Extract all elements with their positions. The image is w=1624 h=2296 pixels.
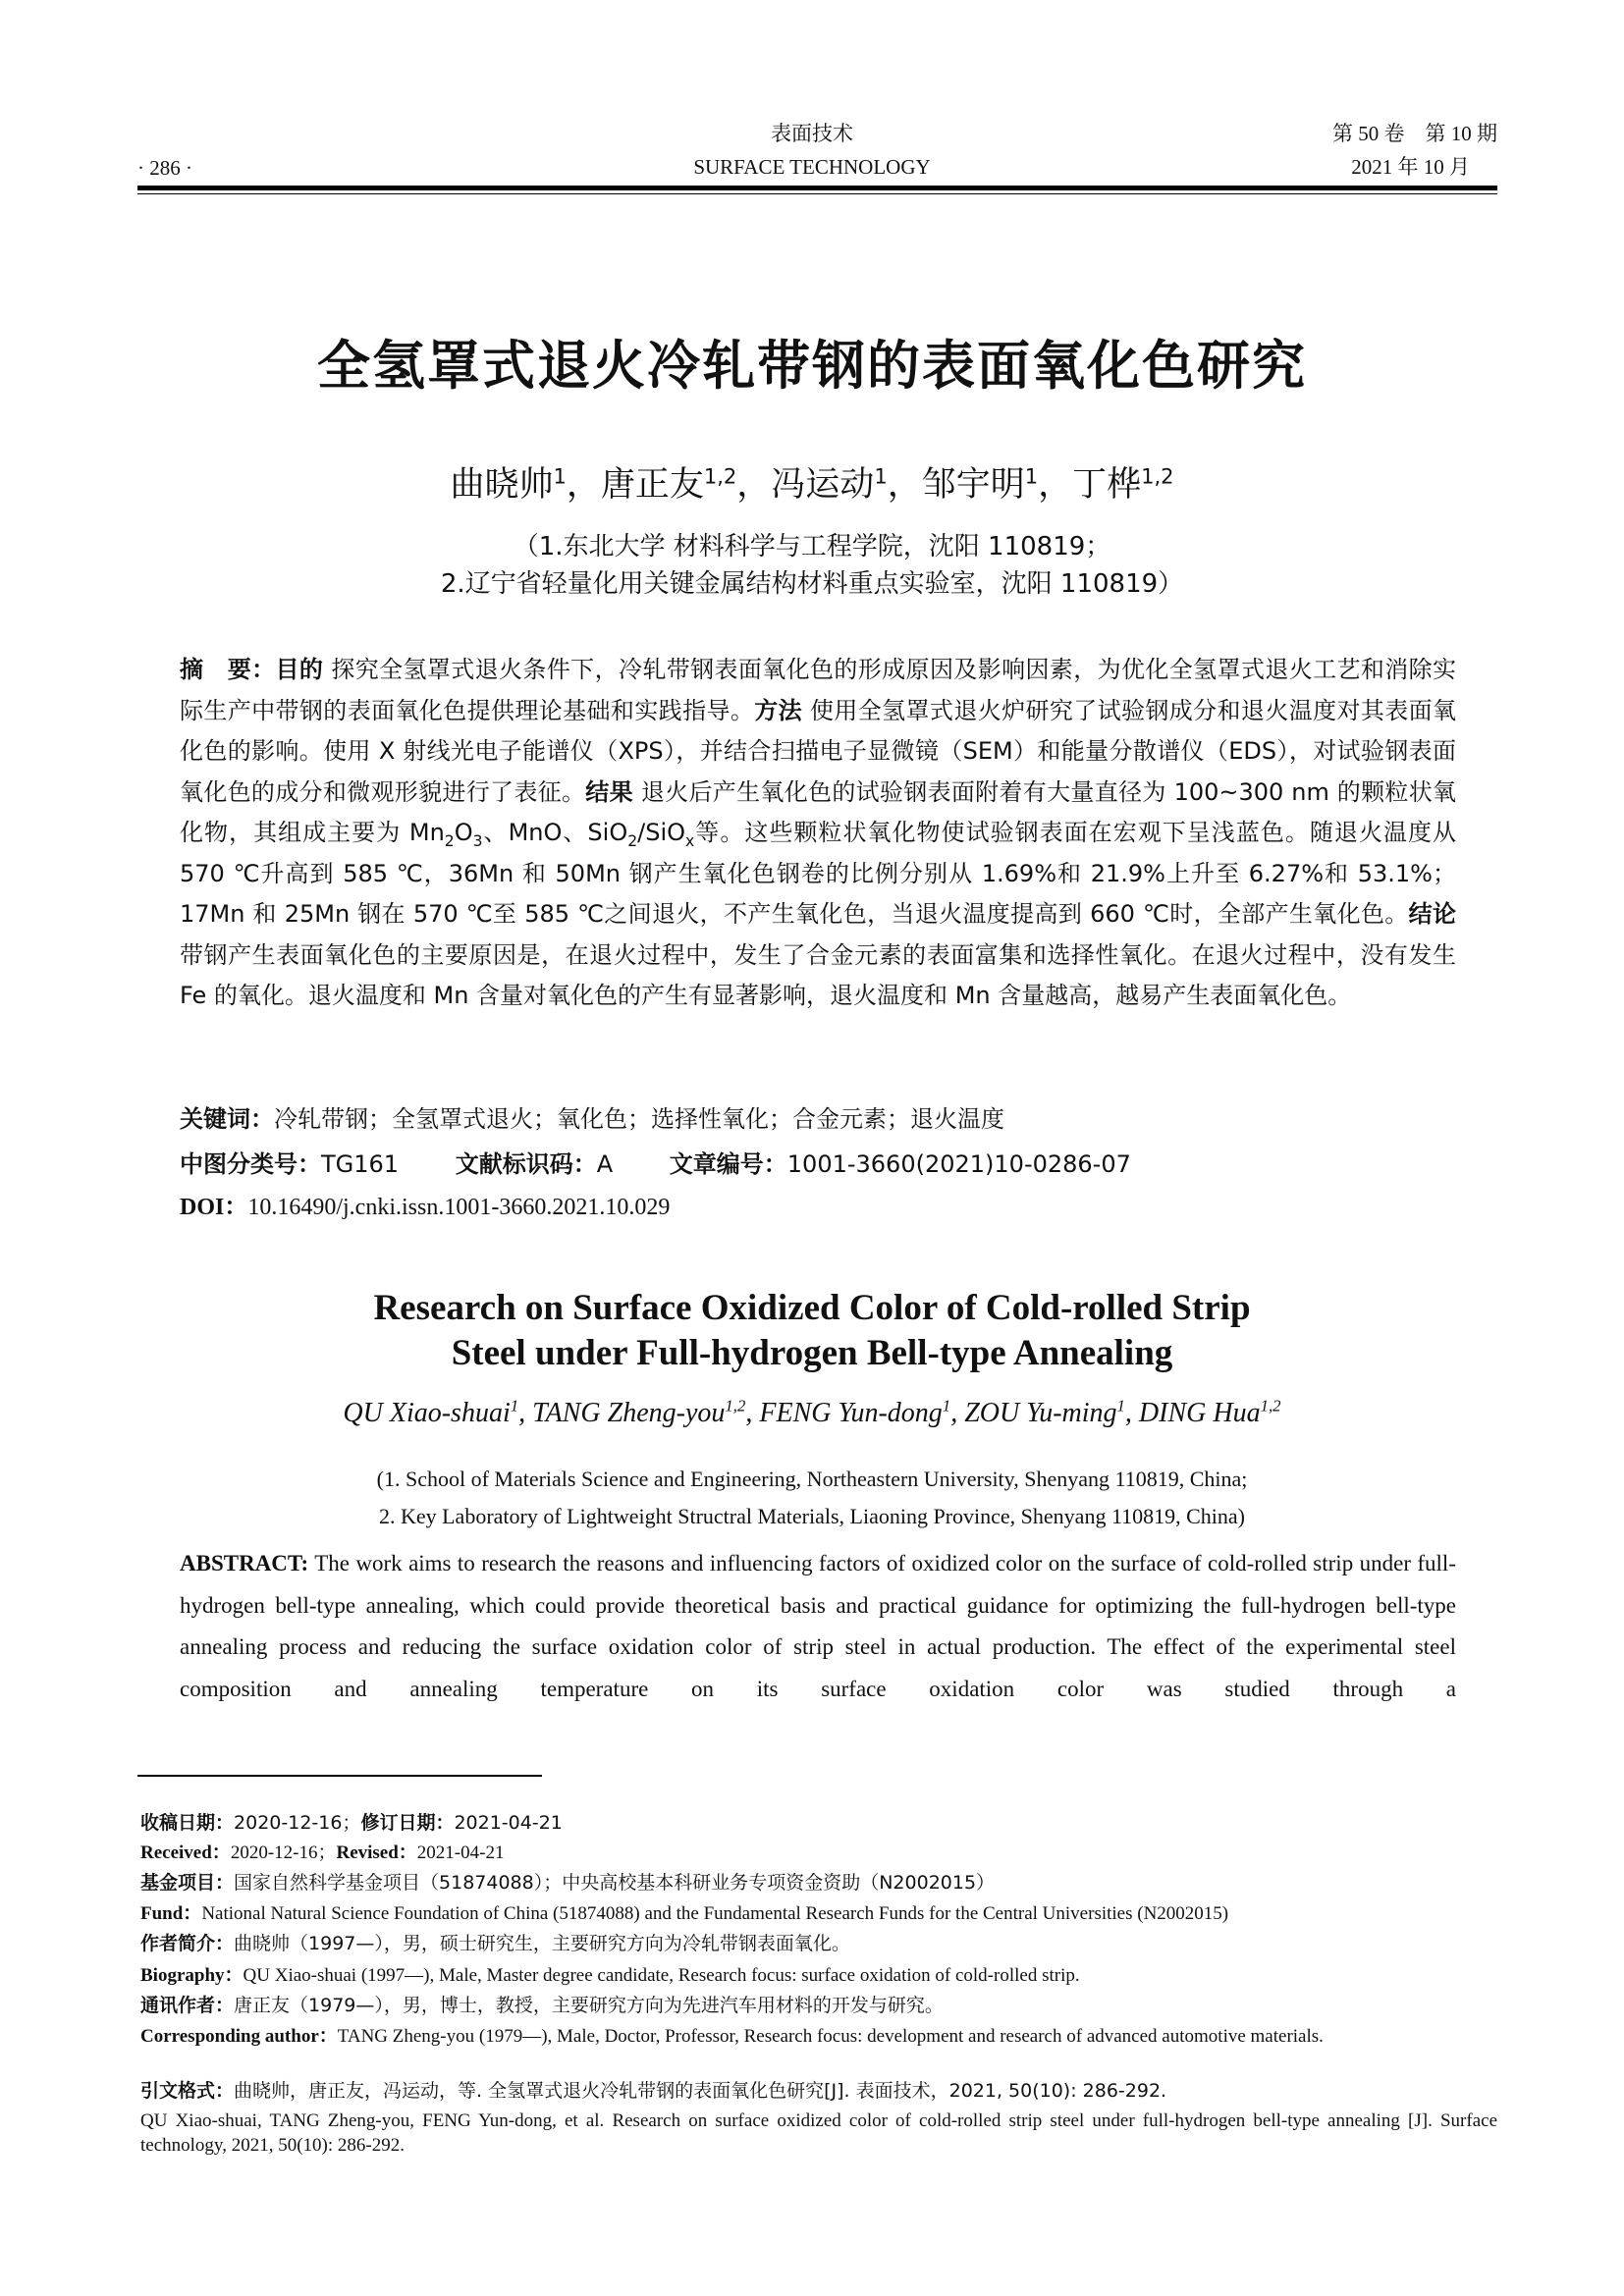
- article-title-cn: 全氢罩式退火冷轧带钢的表面氧化色研究: [317, 335, 1307, 397]
- citation-label: 引文格式：: [140, 2080, 235, 2102]
- author-name-en: DING Hua: [1138, 1398, 1261, 1428]
- footnote-rule: [137, 1775, 542, 1777]
- received-date: 2020-12-16；: [234, 1812, 361, 1834]
- article-title-en-line: Research on Surface Oxidized Color of Cold-rolled Strip: [373, 1288, 1251, 1328]
- article-number-value: 1001-3660(2021)10-0286-07: [786, 1150, 1131, 1178]
- author-affiliation-marker: 1: [510, 1396, 519, 1415]
- formula-subscript: 3: [472, 831, 483, 850]
- formula-oxygen: O: [454, 819, 473, 846]
- issue-date: 2021 年 10 月: [1351, 155, 1470, 179]
- revised-label: 修订日期：: [360, 1812, 455, 1834]
- article-title-en-line: Steel under Full-hydrogen Bell-type Annealing: [451, 1333, 1173, 1373]
- corresponding-label: 通讯作者：: [140, 1995, 235, 2016]
- fund-value: National Natural Science Foundation of China (51874088) and the Fundamental Research Funds for the Central Universities (N2002015): [201, 1903, 1229, 1924]
- journal-title-en: SURFACE TECHNOLOGY: [693, 155, 931, 179]
- keywords-label: 关键词：: [180, 1105, 274, 1133]
- doi-line: [180, 1190, 1456, 1225]
- article-title-en: [0, 1286, 1624, 1376]
- clc-value: TG161: [321, 1150, 400, 1178]
- abstract-en: [180, 1543, 1456, 1710]
- received-label: Received：: [140, 1842, 231, 1863]
- author-list-en: QU Xiao-shuai$^1$, TANG Zheng-you$^{1,2}$, FENG Yun-dong$^1$, ZOU Yu-ming$^1$, DING Hua$^{1,2}$: [343, 1396, 1281, 1428]
- author-affiliation-marker: 1,2: [725, 1396, 746, 1415]
- author-name-en: FENG Yun-dong: [759, 1398, 943, 1428]
- header-rule-thin: [137, 193, 1497, 194]
- footnote-received-cn: [140, 1811, 1497, 1836]
- author-affiliation-marker: 1,2: [1260, 1396, 1281, 1415]
- revised-date: 2021-04-21: [454, 1812, 563, 1834]
- results-text: 退火后产生氧化色的试验钢表面附着有大量直径为 100~300 nm 的颗粒状氧化物，其组成主要为 Mn: [180, 777, 1457, 846]
- author-affiliation-marker: 1: [874, 464, 888, 489]
- author-affiliation-marker: 1,2: [1141, 464, 1174, 489]
- author-name-en: QU Xiao-shuai: [343, 1398, 511, 1428]
- author-list-cn: 曲晓帅$^1$，唐正友$^{1,2}$，冯运动$^1$，邹宇明$^1$，丁桦$^{1,2}$: [450, 464, 1174, 505]
- revised-label: Revised：: [336, 1842, 417, 1863]
- biography-label: Biography：: [140, 1965, 244, 1986]
- author-affiliation-marker: 1: [1024, 464, 1039, 489]
- results-label: 结果: [585, 777, 633, 806]
- doi-label: DOI：: [180, 1195, 248, 1220]
- author-affiliation-marker: 1,2: [703, 464, 737, 489]
- affiliation-en-1: (1. School of Materials Science and Engineering, Northeastern University, Shenyang 110819, China;: [376, 1467, 1248, 1491]
- methods-text: 使用全氢罩式退火炉研究了试验钢成分和退火温度对其表面氧化色的影响。使用 X 射线光电子能谱仪（XPS），并结合扫描电子显微镜（SEM）和能量分散谱仪（EDS），对试验钢表面氧化色的成分和微观形貌进行了表征。: [180, 696, 1457, 806]
- header-rule-thick: [137, 186, 1497, 190]
- corresponding-value: TANG Zheng-you (1979—), Male, Doctor, Professor, Research focus: development and research of advanced automotive materials.: [337, 2026, 1324, 2047]
- footnote-corr-cn: [140, 1994, 1497, 2018]
- footnote-cite-cn: [140, 2079, 1497, 2104]
- page-number: · 286 ·: [137, 156, 192, 180]
- results-text: 等。这些颗粒状氧化物使试验钢表面在宏观下呈浅蓝色。随退火温度从 570 ℃升高到 585 ℃，36Mn 和 50Mn 钢产生氧化色钢卷的比例分别从 1.69%和 21.9%上升至 6.27%和 53.1%；17Mn 和 25Mn 钢在 570 ℃至 585 ℃之间退火，不产生氧化色，当退火温度提高到 660 ℃时，全部产生氧化色。: [180, 819, 1457, 928]
- doc-code-value: A: [596, 1150, 614, 1178]
- formula-subscript: 2: [444, 831, 455, 850]
- classification-line: [180, 1147, 1456, 1182]
- fund-value: 国家自然科学基金项目（51874088）；中央高校基本科研业务专项资金资助（N2002015）: [234, 1872, 996, 1894]
- clc-label: 中图分类号：: [180, 1150, 321, 1178]
- article-number-label: 文章编号：: [669, 1150, 787, 1178]
- keywords-cn: [180, 1101, 1456, 1137]
- doi-value[interactable]: 10.16490/j.cnki.issn.1001-3660.2021.10.029: [247, 1195, 671, 1220]
- author-affiliation-marker: 1: [1116, 1396, 1125, 1415]
- author-name: 唐正友: [600, 465, 704, 505]
- biography-value: QU Xiao-shuai (1997—), Male, Master degree candidate, Research focus: surface oxidation of cold-rolled strip.: [243, 1965, 1080, 1986]
- methods-label: 方法: [754, 696, 802, 724]
- author-name-en: ZOU Yu-ming: [964, 1398, 1117, 1428]
- author-name: 丁桦: [1072, 465, 1142, 505]
- journal-title-cn: 表面技术: [771, 122, 853, 145]
- doc-code-label: 文献标识码：: [455, 1150, 597, 1178]
- footnote-received-en: [140, 1841, 1497, 1865]
- objective-label: 目的: [275, 656, 324, 683]
- affiliation-cn-1: （1.东北大学 材料科学与工程学院，沈阳 110819；: [513, 532, 1111, 561]
- objective-text: 探究全氢罩式退火条件下，冷轧带钢表面氧化色的形成原因及影响因素，为优化全氢罩式退火工艺和消除实际生产中带钢的表面氧化色提供理论基础和实践指导。: [180, 656, 1457, 724]
- biography-value: 曲晓帅（1997—），男，硕士研究生，主要研究方向为冷轧带钢表面氧化。: [234, 1933, 850, 1954]
- fund-label: 基金项目：: [140, 1872, 235, 1894]
- received-date: 2020-12-16；: [230, 1842, 337, 1863]
- footnote-fund-en: [140, 1901, 1497, 1926]
- abstract-en-text: The work aims to research the reasons and influencing factors of oxidized color on the surface of cold-rolled strip under full-hydrogen bell-type annealing, which could provide theoretical basis and practical guidance for optimizing the full-hydrogen bell-type annealing process and reducing the surface oxidation color of strip steel in actual production. The effect of the experimental steel composition and annealing temperature on its surface oxidation color was studied through a: [180, 1551, 1456, 1701]
- formula-subscript: x: [685, 831, 695, 850]
- keywords-value: 冷轧带钢；全氢罩式退火；氧化色；选择性氧化；合金元素；退火温度: [274, 1105, 1004, 1133]
- abstract-en-label: ABSTRACT:: [180, 1551, 309, 1575]
- footnote-cite-en: QU Xiao-shuai, TANG Zheng-you, FENG Yun-dong, et al. Research on surface oxidized color of cold-rolled strip steel under full-hydrogen bell-type annealing [J]. Surface technology, 2021, 50(10): 286-292.: [140, 2110, 1497, 2156]
- author-name: 曲晓帅: [450, 465, 554, 505]
- author-name: 冯运动: [771, 465, 875, 505]
- corresponding-value: 唐正友（1979—），男，博士，教授，主要研究方向为先进汽车用材料的开发与研究。: [234, 1995, 944, 2016]
- affiliation-cn-2: 2.辽宁省轻量化用关键金属结构材料重点实验室，沈阳 110819）: [440, 569, 1184, 599]
- volume-issue: 第 50 卷 第 10 期: [1332, 122, 1497, 145]
- author-name-en: TANG Zheng-you: [532, 1398, 726, 1428]
- affiliation-en-2: 2. Key Laboratory of Lightweight Structral Materials, Liaoning Province, Shenyang 110819, China): [378, 1504, 1246, 1528]
- abstract-label: 摘 要：: [180, 656, 276, 683]
- biography-label: 作者简介：: [140, 1933, 235, 1954]
- footnote-corr-en: [140, 2024, 1497, 2049]
- author-affiliation-marker: 1: [553, 464, 567, 489]
- results-text: 、MnO、SiO: [482, 819, 628, 846]
- conclusions-text: 带钢产生表面氧化色的主要原因是，在退火过程中，发生了合金元素的表面富集和选择性氧化。在退火过程中，没有发生 Fe 的氧化。退火温度和 Mn 含量对氧化色的产生有显著影响，退火温度和 Mn 含量越高，越易产生表面氧化色。: [180, 940, 1456, 1009]
- footnote-bio-en: [140, 1963, 1497, 1988]
- formula-subscript: 2: [627, 831, 638, 850]
- author-affiliation-marker: 1: [942, 1396, 951, 1415]
- received-label: 收稿日期：: [140, 1812, 235, 1834]
- abstract-cn: [180, 650, 1456, 1017]
- revised-date: 2021-04-21: [416, 1842, 505, 1863]
- author-name: 邹宇明: [921, 465, 1025, 505]
- conclusions-label: 结论: [1408, 900, 1456, 928]
- fund-label: Fund：: [140, 1903, 202, 1924]
- citation-value: 曲晓帅，唐正友，冯运动，等. 全氢罩式退火冷轧带钢的表面氧化色研究[J]. 表面技术，2021, 50(10): 286-292.: [234, 2080, 1167, 2102]
- footnote-bio-cn: [140, 1932, 1497, 1956]
- footnote-fund-cn: [140, 1871, 1497, 1896]
- results-text: /SiO: [637, 819, 686, 846]
- corresponding-label: Corresponding author：: [140, 2026, 338, 2047]
